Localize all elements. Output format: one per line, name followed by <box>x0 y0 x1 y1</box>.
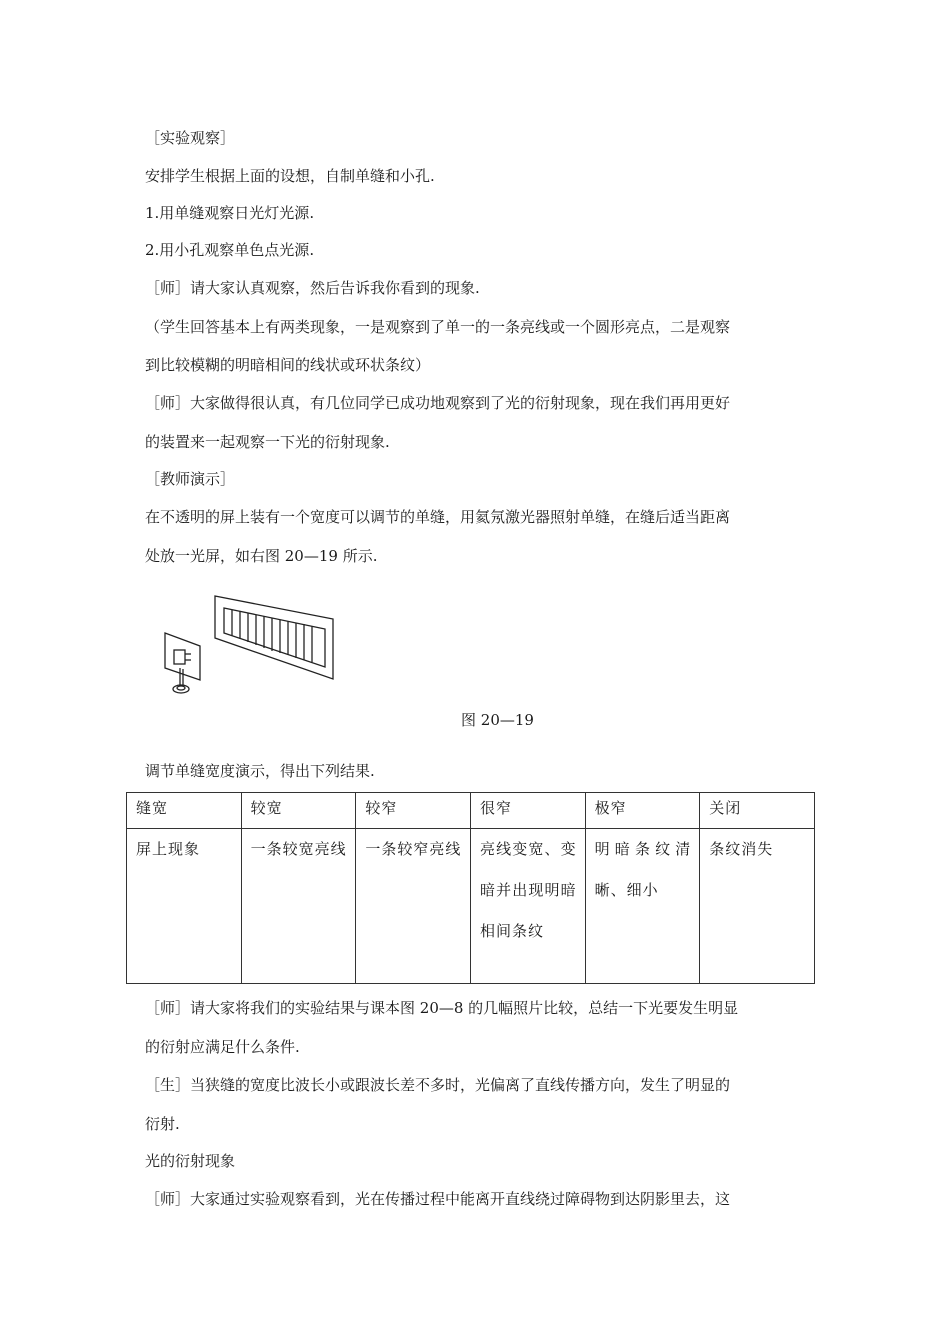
header-cell: 很窄 <box>470 793 585 829</box>
paragraph-2: 安排学生根据上面的设想，自制单缝和小孔. <box>145 167 435 185</box>
paragraph-16: 衍射. <box>145 1115 180 1133</box>
paragraph-6: （学生回答基本上有两类现象，一是观察到了单一的一条亮线或一个圆形亮点，二是观察 <box>145 318 731 336</box>
paragraph-17: ［师］大家通过实验观察看到，光在传播过程中能离开直线绕过障碍物到达阴影里去，这 <box>145 1190 731 1208</box>
paragraph-1: ［实验观察］ <box>145 129 236 147</box>
paragraph-9: 的装置来一起观察一下光的衍射现象. <box>145 433 390 451</box>
paragraph-12: 处放一光屏，如右图 20—19 所示. <box>145 547 378 565</box>
table-cell: 条纹消失 <box>700 829 815 984</box>
table-cell: 一条较宽亮线 <box>241 829 356 984</box>
light-screen <box>215 596 333 679</box>
section-heading: 光的衍射现象 <box>145 1152 236 1170</box>
header-cell: 较宽 <box>241 793 356 829</box>
paragraph-14: 的衍射应满足什么条件. <box>145 1038 300 1056</box>
table-cell: 明暗条纹清晰、细小 <box>585 829 700 984</box>
table-cell: 一条较窄亮线 <box>356 829 471 984</box>
paragraph-8: ［师］大家做得很认真，有几位同学已成功地观察到了光的衍射现象，现在我们再用更好 <box>145 394 731 412</box>
header-cell: 极窄 <box>585 793 700 829</box>
diffraction-apparatus-figure <box>160 588 340 704</box>
table-header-row <box>127 793 815 829</box>
paragraph-13: ［师］请大家将我们的实验结果与课本图 20—8 的几幅照片比较，总结一下光要发生明显 <box>145 999 739 1017</box>
figure-caption: 图 20—19 <box>461 711 534 729</box>
paragraph-3: 1.用单缝观察日光灯光源. <box>145 204 315 222</box>
result-table <box>126 792 815 984</box>
header-cell: 缝宽 <box>127 793 242 829</box>
paragraph-4: 2.用小孔观察单色点光源. <box>145 241 315 259</box>
table-row <box>127 829 815 984</box>
paragraph-15: ［生］当狭缝的宽度比波长小或跟波长差不多时，光偏离了直线传播方向，发生了明显的 <box>145 1076 731 1094</box>
paragraph-7: 到比较模糊的明暗相间的线状或环状条纹） <box>145 356 431 374</box>
table-intro: 调节单缝宽度演示，得出下列结果. <box>145 762 375 780</box>
paragraph-11: 在不透明的屏上装有一个宽度可以调节的单缝，用氦氖激光器照射单缝，在缝后适当距离 <box>145 508 731 526</box>
paragraph-10: ［教师演示］ <box>145 470 236 488</box>
slit-opening <box>174 650 185 664</box>
table-cell: 亮线变宽、变暗并出现明暗相间条纹 <box>470 829 585 984</box>
header-cell: 较窄 <box>356 793 471 829</box>
table-cell: 屏上现象 <box>127 829 242 984</box>
paragraph-5: ［师］请大家认真观察，然后告诉我你看到的现象. <box>145 279 480 297</box>
header-cell: 关闭 <box>700 793 815 829</box>
